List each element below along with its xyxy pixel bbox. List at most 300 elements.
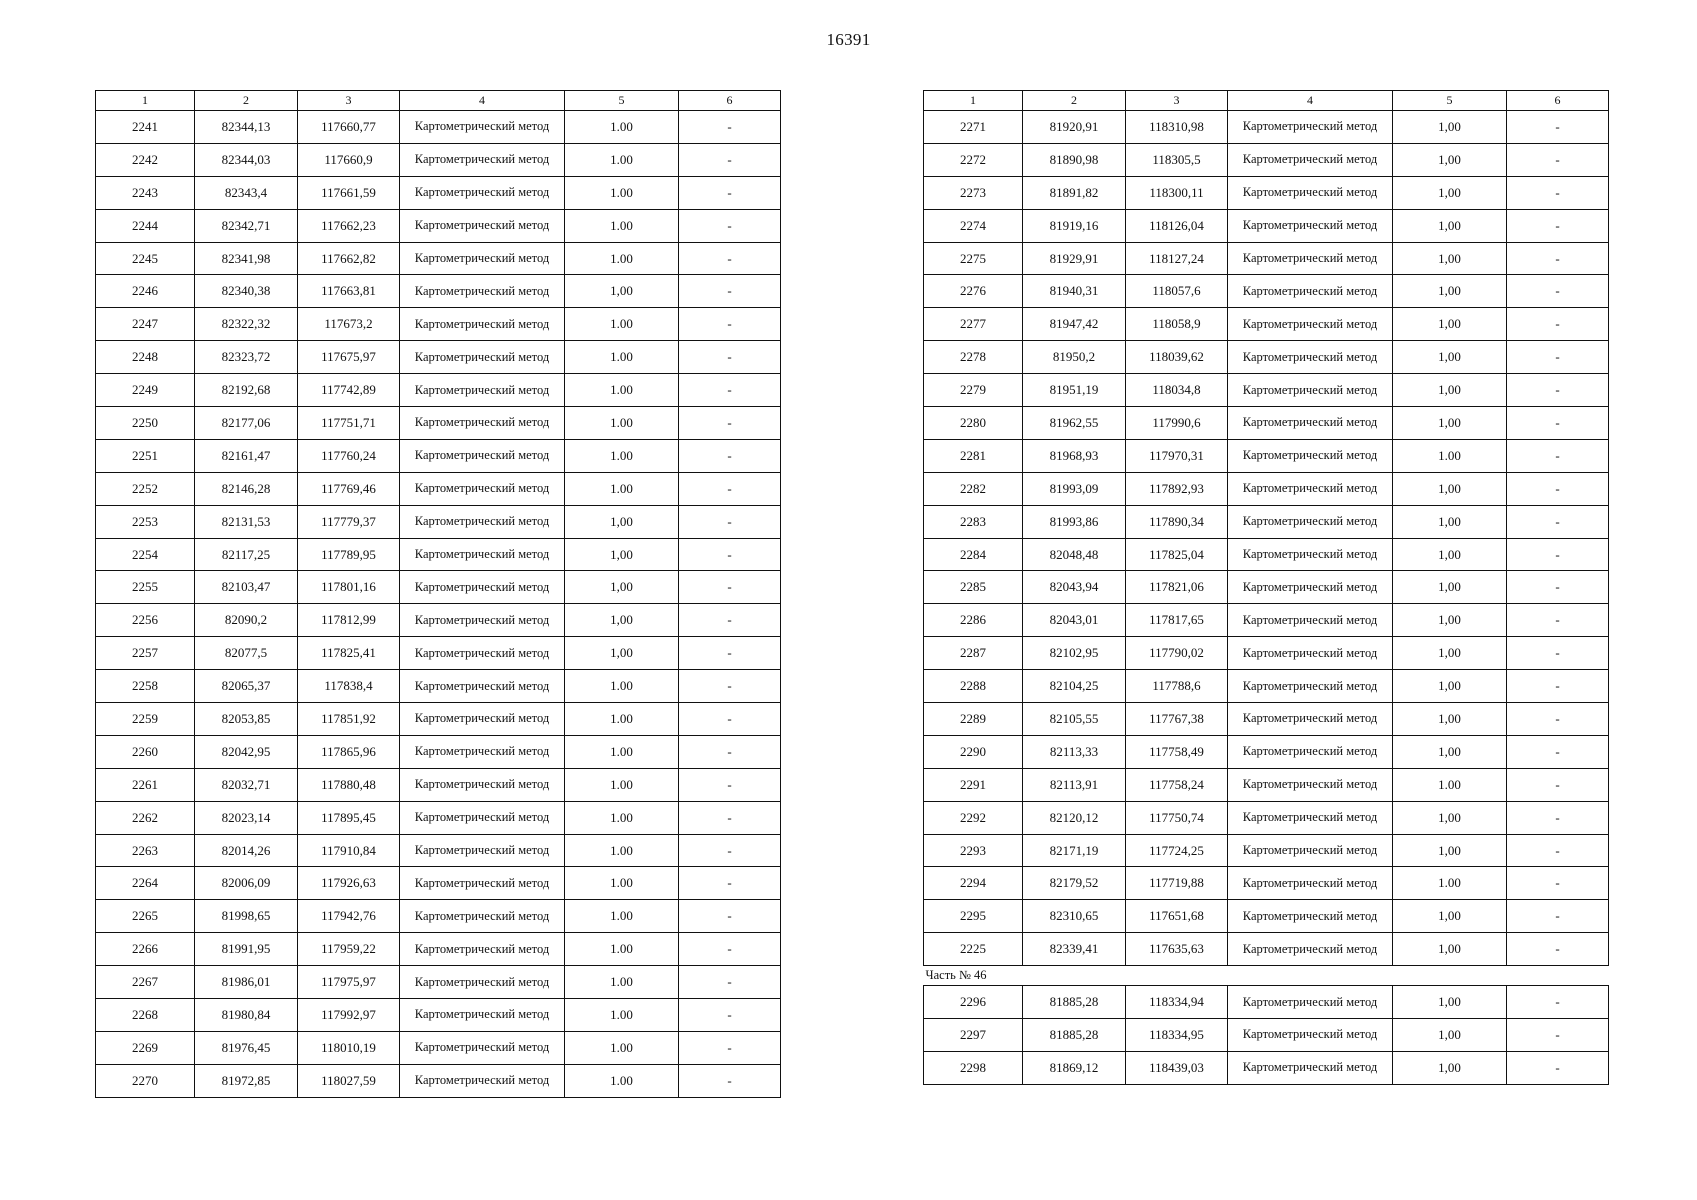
method-cell: Картометрический метод xyxy=(1228,834,1393,867)
point-number-cell: 2254 xyxy=(96,538,195,571)
note-cell: - xyxy=(1507,407,1609,440)
accuracy-cell: 1,00 xyxy=(1393,801,1507,834)
column-header: 4 xyxy=(1228,91,1393,111)
method-cell: Картометрический метод xyxy=(400,999,565,1032)
point-number-cell: 2262 xyxy=(96,801,195,834)
accuracy-cell: 1,00 xyxy=(1393,571,1507,604)
accuracy-cell: 1.00 xyxy=(565,867,679,900)
note-cell: - xyxy=(1507,604,1609,637)
point-number-cell: 2276 xyxy=(924,275,1023,308)
x-coordinate-cell: 82113,33 xyxy=(1023,735,1126,768)
x-coordinate-cell: 81993,86 xyxy=(1023,505,1126,538)
point-number-cell: 2289 xyxy=(924,703,1023,736)
method-cell: Картометрический метод xyxy=(1228,735,1393,768)
point-number-cell: 2279 xyxy=(924,374,1023,407)
table-row xyxy=(96,1031,781,1064)
note-cell: - xyxy=(1507,209,1609,242)
y-coordinate-cell: 117673,2 xyxy=(298,308,400,341)
point-number-cell: 2282 xyxy=(924,472,1023,505)
note-cell: - xyxy=(679,834,781,867)
x-coordinate-cell: 81920,91 xyxy=(1023,111,1126,144)
column-header: 6 xyxy=(679,91,781,111)
point-number-cell: 2246 xyxy=(96,275,195,308)
table-row xyxy=(924,703,1609,736)
note-cell: - xyxy=(1507,735,1609,768)
y-coordinate-cell: 118127,24 xyxy=(1126,242,1228,275)
table-row xyxy=(96,176,781,209)
table-body-left xyxy=(96,111,781,1098)
x-coordinate-cell: 82113,91 xyxy=(1023,768,1126,801)
x-coordinate-cell: 82053,85 xyxy=(195,703,298,736)
accuracy-cell: 1.00 xyxy=(1393,867,1507,900)
point-number-cell: 2275 xyxy=(924,242,1023,275)
accuracy-cell: 1.00 xyxy=(565,703,679,736)
table-row xyxy=(96,275,781,308)
accuracy-cell: 1,00 xyxy=(1393,472,1507,505)
y-coordinate-cell: 117880,48 xyxy=(298,768,400,801)
table-row xyxy=(96,407,781,440)
y-coordinate-cell: 117724,25 xyxy=(1126,834,1228,867)
table-row xyxy=(924,143,1609,176)
table-row xyxy=(96,867,781,900)
y-coordinate-cell: 117769,46 xyxy=(298,472,400,505)
point-number-cell: 2277 xyxy=(924,308,1023,341)
method-cell: Картометрический метод xyxy=(400,834,565,867)
table-row xyxy=(96,768,781,801)
accuracy-cell: 1,00 xyxy=(1393,900,1507,933)
accuracy-cell: 1,00 xyxy=(1393,933,1507,966)
method-cell: Картометрический метод xyxy=(400,933,565,966)
note-cell: - xyxy=(1507,637,1609,670)
point-number-cell: 2288 xyxy=(924,670,1023,703)
point-number-cell: 2251 xyxy=(96,439,195,472)
table-row xyxy=(96,670,781,703)
note-cell: - xyxy=(679,571,781,604)
accuracy-cell: 1.00 xyxy=(565,933,679,966)
method-cell: Картометрический метод xyxy=(1228,439,1393,472)
y-coordinate-cell: 118334,94 xyxy=(1126,986,1228,1019)
method-cell: Картометрический метод xyxy=(400,374,565,407)
note-cell: - xyxy=(679,637,781,670)
x-coordinate-cell: 81947,42 xyxy=(1023,308,1126,341)
accuracy-cell: 1,00 xyxy=(1393,242,1507,275)
accuracy-cell: 1,00 xyxy=(1393,275,1507,308)
y-coordinate-cell: 117865,96 xyxy=(298,735,400,768)
x-coordinate-cell: 81968,93 xyxy=(1023,439,1126,472)
method-cell: Картометрический метод xyxy=(400,867,565,900)
table-row xyxy=(924,308,1609,341)
x-coordinate-cell: 81885,28 xyxy=(1023,986,1126,1019)
point-number-cell: 2250 xyxy=(96,407,195,440)
note-cell: - xyxy=(679,308,781,341)
column-header: 1 xyxy=(924,91,1023,111)
x-coordinate-cell: 81919,16 xyxy=(1023,209,1126,242)
method-cell: Картометрический метод xyxy=(400,439,565,472)
table-row xyxy=(96,111,781,144)
note-cell: - xyxy=(679,209,781,242)
accuracy-cell: 1.00 xyxy=(565,801,679,834)
note-cell: - xyxy=(1507,900,1609,933)
table-row xyxy=(96,308,781,341)
y-coordinate-cell: 117663,81 xyxy=(298,275,400,308)
point-number-cell: 2243 xyxy=(96,176,195,209)
column-header: 3 xyxy=(298,91,400,111)
note-cell: - xyxy=(1507,670,1609,703)
x-coordinate-cell: 82102,95 xyxy=(1023,637,1126,670)
table-row xyxy=(924,986,1609,1019)
note-cell: - xyxy=(679,867,781,900)
table-header-row xyxy=(924,91,1609,111)
accuracy-cell: 1.00 xyxy=(565,735,679,768)
y-coordinate-cell: 117890,34 xyxy=(1126,505,1228,538)
accuracy-cell: 1.00 xyxy=(565,374,679,407)
point-number-cell: 2264 xyxy=(96,867,195,900)
y-coordinate-cell: 117825,41 xyxy=(298,637,400,670)
accuracy-cell: 1,00 xyxy=(1393,834,1507,867)
y-coordinate-cell: 117910,84 xyxy=(298,834,400,867)
table-row xyxy=(924,900,1609,933)
method-cell: Картометрический метод xyxy=(1228,571,1393,604)
accuracy-cell: 1,00 xyxy=(1393,735,1507,768)
x-coordinate-cell: 82042,95 xyxy=(195,735,298,768)
point-number-cell: 2244 xyxy=(96,209,195,242)
y-coordinate-cell: 118039,62 xyxy=(1126,341,1228,374)
note-cell: - xyxy=(679,933,781,966)
y-coordinate-cell: 117742,89 xyxy=(298,374,400,407)
accuracy-cell: 1.00 xyxy=(565,308,679,341)
y-coordinate-cell: 117675,97 xyxy=(298,341,400,374)
point-number-cell: 2283 xyxy=(924,505,1023,538)
table-row xyxy=(924,834,1609,867)
method-cell: Картометрический метод xyxy=(400,143,565,176)
method-cell: Картометрический метод xyxy=(400,111,565,144)
accuracy-cell: 1,00 xyxy=(1393,538,1507,571)
y-coordinate-cell: 117662,82 xyxy=(298,242,400,275)
method-cell: Картометрический метод xyxy=(1228,111,1393,144)
x-coordinate-cell: 82006,09 xyxy=(195,867,298,900)
note-cell: - xyxy=(1507,439,1609,472)
note-cell: - xyxy=(679,407,781,440)
accuracy-cell: 1,00 xyxy=(1393,1051,1507,1084)
y-coordinate-cell: 117660,77 xyxy=(298,111,400,144)
table-row xyxy=(924,735,1609,768)
x-coordinate-cell: 82322,32 xyxy=(195,308,298,341)
x-coordinate-cell: 82065,37 xyxy=(195,670,298,703)
table-row xyxy=(96,472,781,505)
x-coordinate-cell: 82344,13 xyxy=(195,111,298,144)
accuracy-cell: 1,00 xyxy=(565,275,679,308)
column-header: 3 xyxy=(1126,91,1228,111)
accuracy-cell: 1,00 xyxy=(565,604,679,637)
point-number-cell: 2259 xyxy=(96,703,195,736)
table-row xyxy=(96,374,781,407)
y-coordinate-cell: 117801,16 xyxy=(298,571,400,604)
section-label: Часть № 46 xyxy=(924,966,1609,986)
y-coordinate-cell: 117789,95 xyxy=(298,538,400,571)
table-header-row xyxy=(96,91,781,111)
table-row xyxy=(96,209,781,242)
page-number: 16391 xyxy=(826,30,871,49)
accuracy-cell: 1,00 xyxy=(565,637,679,670)
point-number-cell: 2269 xyxy=(96,1031,195,1064)
note-cell: - xyxy=(679,341,781,374)
x-coordinate-cell: 81972,85 xyxy=(195,1064,298,1097)
x-coordinate-cell: 82344,03 xyxy=(195,143,298,176)
table-row xyxy=(924,407,1609,440)
accuracy-cell: 1,00 xyxy=(1393,703,1507,736)
x-coordinate-cell: 82043,01 xyxy=(1023,604,1126,637)
x-coordinate-cell: 81998,65 xyxy=(195,900,298,933)
accuracy-cell: 1,00 xyxy=(1393,176,1507,209)
table-row xyxy=(96,900,781,933)
y-coordinate-cell: 117719,88 xyxy=(1126,867,1228,900)
x-coordinate-cell: 81951,19 xyxy=(1023,374,1126,407)
table-row xyxy=(924,374,1609,407)
y-coordinate-cell: 117660,9 xyxy=(298,143,400,176)
method-cell: Картометрический метод xyxy=(1228,703,1393,736)
y-coordinate-cell: 117779,37 xyxy=(298,505,400,538)
y-coordinate-cell: 117788,6 xyxy=(1126,670,1228,703)
note-cell: - xyxy=(1507,986,1609,1019)
accuracy-cell: 1.00 xyxy=(565,768,679,801)
method-cell: Картометрический метод xyxy=(400,472,565,505)
method-cell: Картометрический метод xyxy=(1228,407,1393,440)
point-number-cell: 2265 xyxy=(96,900,195,933)
note-cell: - xyxy=(1507,768,1609,801)
x-coordinate-cell: 82014,26 xyxy=(195,834,298,867)
note-cell: - xyxy=(679,1064,781,1097)
table-row xyxy=(924,933,1609,966)
y-coordinate-cell: 117767,38 xyxy=(1126,703,1228,736)
note-cell: - xyxy=(1507,374,1609,407)
coordinates-table-right xyxy=(923,90,1609,1085)
x-coordinate-cell: 82023,14 xyxy=(195,801,298,834)
point-number-cell: 2258 xyxy=(96,670,195,703)
y-coordinate-cell: 117838,4 xyxy=(298,670,400,703)
method-cell: Картометрический метод xyxy=(1228,604,1393,637)
x-coordinate-cell: 82342,71 xyxy=(195,209,298,242)
y-coordinate-cell: 117662,23 xyxy=(298,209,400,242)
accuracy-cell: 1.00 xyxy=(565,670,679,703)
x-coordinate-cell: 82179,52 xyxy=(1023,867,1126,900)
note-cell: - xyxy=(679,735,781,768)
note-cell: - xyxy=(679,275,781,308)
column-header: 1 xyxy=(96,91,195,111)
accuracy-cell: 1,00 xyxy=(1393,986,1507,1019)
x-coordinate-cell: 82104,25 xyxy=(1023,670,1126,703)
y-coordinate-cell: 118305,5 xyxy=(1126,143,1228,176)
table-row xyxy=(924,209,1609,242)
point-number-cell: 2249 xyxy=(96,374,195,407)
y-coordinate-cell: 117651,68 xyxy=(1126,900,1228,933)
accuracy-cell: 1,00 xyxy=(1393,1019,1507,1052)
point-number-cell: 2260 xyxy=(96,735,195,768)
point-number-cell: 2225 xyxy=(924,933,1023,966)
table-row xyxy=(96,604,781,637)
y-coordinate-cell: 118027,59 xyxy=(298,1064,400,1097)
y-coordinate-cell: 117661,59 xyxy=(298,176,400,209)
note-cell: - xyxy=(1507,143,1609,176)
x-coordinate-cell: 82340,38 xyxy=(195,275,298,308)
table-row xyxy=(96,439,781,472)
y-coordinate-cell: 117970,31 xyxy=(1126,439,1228,472)
table-row xyxy=(924,439,1609,472)
y-coordinate-cell: 117821,06 xyxy=(1126,571,1228,604)
table-body-right xyxy=(924,111,1609,966)
method-cell: Картометрический метод xyxy=(1228,933,1393,966)
x-coordinate-cell: 81986,01 xyxy=(195,966,298,999)
x-coordinate-cell: 81993,09 xyxy=(1023,472,1126,505)
y-coordinate-cell: 118126,04 xyxy=(1126,209,1228,242)
method-cell: Картометрический метод xyxy=(1228,986,1393,1019)
method-cell: Картометрический метод xyxy=(400,900,565,933)
point-number-cell: 2295 xyxy=(924,900,1023,933)
accuracy-cell: 1.00 xyxy=(565,1064,679,1097)
point-number-cell: 2245 xyxy=(96,242,195,275)
x-coordinate-cell: 82146,28 xyxy=(195,472,298,505)
table-row xyxy=(924,341,1609,374)
point-number-cell: 2263 xyxy=(96,834,195,867)
table-row xyxy=(96,966,781,999)
column-header: 6 xyxy=(1507,91,1609,111)
method-cell: Картометрический метод xyxy=(1228,801,1393,834)
note-cell: - xyxy=(1507,275,1609,308)
table-row xyxy=(96,143,781,176)
accuracy-cell: 1.00 xyxy=(565,242,679,275)
table-row xyxy=(924,505,1609,538)
method-cell: Картометрический метод xyxy=(1228,637,1393,670)
table-row xyxy=(924,275,1609,308)
table-row xyxy=(924,1051,1609,1084)
x-coordinate-cell: 82131,53 xyxy=(195,505,298,538)
x-coordinate-cell: 81980,84 xyxy=(195,999,298,1032)
x-coordinate-cell: 82048,48 xyxy=(1023,538,1126,571)
table-row xyxy=(924,538,1609,571)
table-row xyxy=(924,1019,1609,1052)
x-coordinate-cell: 82161,47 xyxy=(195,439,298,472)
table-row xyxy=(96,703,781,736)
accuracy-cell: 1.00 xyxy=(565,111,679,144)
note-cell: - xyxy=(1507,111,1609,144)
point-number-cell: 2285 xyxy=(924,571,1023,604)
method-cell: Картометрический метод xyxy=(1228,900,1393,933)
point-number-cell: 2255 xyxy=(96,571,195,604)
note-cell: - xyxy=(679,472,781,505)
method-cell: Картометрический метод xyxy=(400,209,565,242)
x-coordinate-cell: 81890,98 xyxy=(1023,143,1126,176)
accuracy-cell: 1,00 xyxy=(1393,341,1507,374)
table-row xyxy=(96,801,781,834)
point-number-cell: 2281 xyxy=(924,439,1023,472)
note-cell: - xyxy=(1507,176,1609,209)
note-cell: - xyxy=(679,111,781,144)
section-row xyxy=(924,966,1609,986)
note-cell: - xyxy=(679,966,781,999)
y-coordinate-cell: 118334,95 xyxy=(1126,1019,1228,1052)
point-number-cell: 2274 xyxy=(924,209,1023,242)
method-cell: Картометрический метод xyxy=(1228,505,1393,538)
accuracy-cell: 1.00 xyxy=(565,209,679,242)
method-cell: Картометрический метод xyxy=(1228,176,1393,209)
note-cell: - xyxy=(1507,538,1609,571)
table-row xyxy=(96,999,781,1032)
y-coordinate-cell: 118034,8 xyxy=(1126,374,1228,407)
point-number-cell: 2242 xyxy=(96,143,195,176)
point-number-cell: 2266 xyxy=(96,933,195,966)
column-header: 5 xyxy=(565,91,679,111)
x-coordinate-cell: 81940,31 xyxy=(1023,275,1126,308)
x-coordinate-cell: 82117,25 xyxy=(195,538,298,571)
note-cell: - xyxy=(1507,571,1609,604)
table-row xyxy=(924,670,1609,703)
y-coordinate-cell: 117758,49 xyxy=(1126,735,1228,768)
x-coordinate-cell: 82105,55 xyxy=(1023,703,1126,736)
method-cell: Картометрический метод xyxy=(400,308,565,341)
accuracy-cell: 1,00 xyxy=(1393,111,1507,144)
y-coordinate-cell: 117992,97 xyxy=(298,999,400,1032)
accuracy-cell: 1.00 xyxy=(565,1031,679,1064)
accuracy-cell: 1.00 xyxy=(1393,439,1507,472)
table-row xyxy=(924,472,1609,505)
y-coordinate-cell: 117817,65 xyxy=(1126,604,1228,637)
point-number-cell: 2273 xyxy=(924,176,1023,209)
note-cell: - xyxy=(679,801,781,834)
y-coordinate-cell: 117926,63 xyxy=(298,867,400,900)
note-cell: - xyxy=(679,538,781,571)
section-header xyxy=(924,966,1609,986)
accuracy-cell: 1,00 xyxy=(1393,505,1507,538)
accuracy-cell: 1,00 xyxy=(1393,143,1507,176)
note-cell: - xyxy=(679,176,781,209)
point-number-cell: 2272 xyxy=(924,143,1023,176)
point-number-cell: 2253 xyxy=(96,505,195,538)
x-coordinate-cell: 82343,4 xyxy=(195,176,298,209)
y-coordinate-cell: 118310,98 xyxy=(1126,111,1228,144)
method-cell: Картометрический метод xyxy=(400,703,565,736)
x-coordinate-cell: 82177,06 xyxy=(195,407,298,440)
table-row xyxy=(924,176,1609,209)
table-row xyxy=(96,505,781,538)
table-row xyxy=(924,801,1609,834)
note-cell: - xyxy=(679,900,781,933)
method-cell: Картометрический метод xyxy=(400,538,565,571)
table-row xyxy=(924,242,1609,275)
method-cell: Картометрический метод xyxy=(1228,209,1393,242)
method-cell: Картометрический метод xyxy=(400,1064,565,1097)
y-coordinate-cell: 117758,24 xyxy=(1126,768,1228,801)
method-cell: Картометрический метод xyxy=(1228,374,1393,407)
note-cell: - xyxy=(679,374,781,407)
column-header: 2 xyxy=(1023,91,1126,111)
table-row xyxy=(924,637,1609,670)
method-cell: Картометрический метод xyxy=(400,604,565,637)
table-row xyxy=(96,735,781,768)
note-cell: - xyxy=(1507,1019,1609,1052)
accuracy-cell: 1,00 xyxy=(1393,209,1507,242)
point-number-cell: 2294 xyxy=(924,867,1023,900)
accuracy-cell: 1.00 xyxy=(565,407,679,440)
accuracy-cell: 1.00 xyxy=(565,900,679,933)
x-coordinate-cell: 81962,55 xyxy=(1023,407,1126,440)
table-body-section xyxy=(924,986,1609,1085)
table-row xyxy=(96,834,781,867)
table-row xyxy=(924,604,1609,637)
method-cell: Картометрический метод xyxy=(1228,1051,1393,1084)
y-coordinate-cell: 118439,03 xyxy=(1126,1051,1228,1084)
method-cell: Картометрический метод xyxy=(400,407,565,440)
table-row xyxy=(96,341,781,374)
note-cell: - xyxy=(679,703,781,736)
